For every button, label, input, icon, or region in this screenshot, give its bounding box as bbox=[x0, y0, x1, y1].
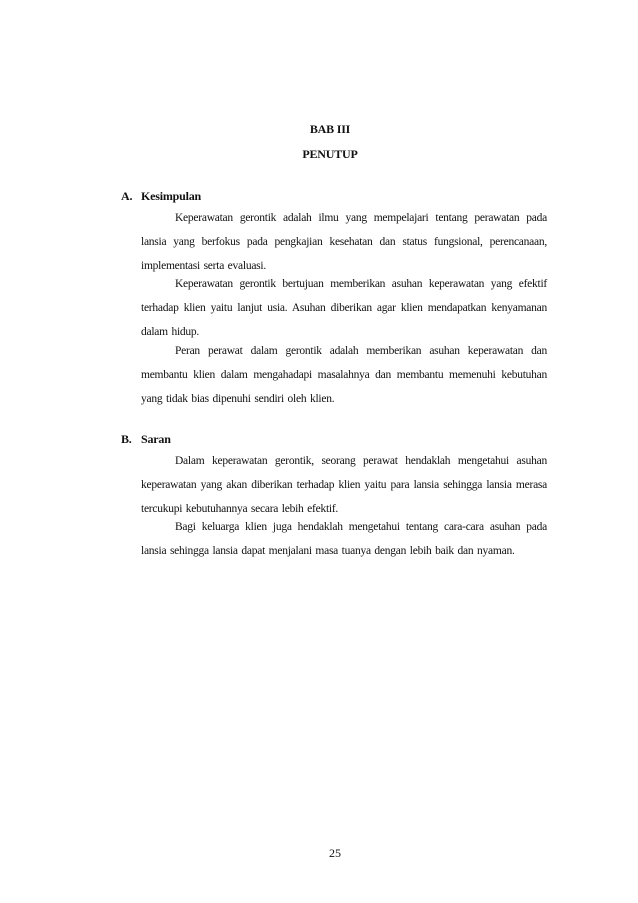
chapter-title: PENUTUP bbox=[302, 147, 358, 161]
paragraph: Dalam keperawatan gerontik, seorang perawat hendaklah mengetahui asuhan keperawatan yang akan diberikan terhadap klien yaitu para lansia sehingga lansia merasa tercukupi kebutuhannya secara lebih efektif. bbox=[141, 455, 547, 516]
section-letter: A. bbox=[121, 189, 133, 203]
paragraph: Keperawatan gerontik bertujuan memberikan asuhan keperawatan yang efektif terhadap klien yaitu lanjut usia. Asuhan diberikan agar klien mendapatkan kenyamanan dalam hidup. bbox=[141, 278, 547, 339]
section-heading-saran bbox=[121, 432, 171, 447]
paragraph: Keperawatan gerontik adalah ilmu yang mempelajari tentang perawatan pada lansia yang berfokus pada pengkajian kesehatan dan status fungsional, perencanaan, implementasi serta evaluasi. bbox=[141, 212, 547, 273]
chapter-number: BAB III bbox=[309, 122, 351, 136]
section-title: Kesimpulan bbox=[141, 189, 202, 203]
page-number: 25 bbox=[329, 846, 341, 860]
section-letter: B. bbox=[121, 432, 132, 446]
section-heading-kesimpulan bbox=[121, 189, 201, 204]
paragraph: Peran perawat dalam gerontik adalah memberikan asuhan keperawatan dan membantu klien dalam mengahadapi masalahnya dan membantu memenuhi kebutuhan yang tidak bias dipenuhi sendiri oleh klien. bbox=[141, 345, 547, 406]
section-title: Saran bbox=[141, 432, 171, 446]
paragraph: Bagi keluarga klien juga hendaklah mengetahui tentang cara-cara asuhan pada lansia sehingga lansia dapat menjalani masa tuanya dengan lebih baik dan nyaman. bbox=[141, 521, 547, 558]
